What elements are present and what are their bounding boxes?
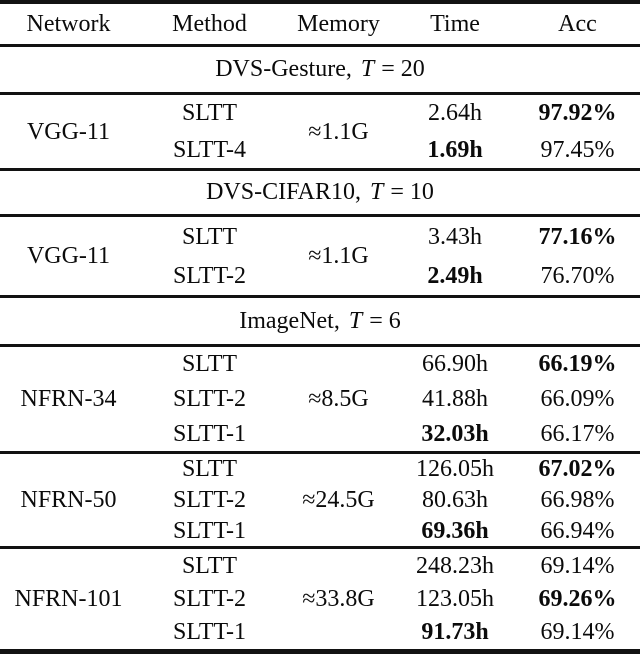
- acc-cell: 67.02%: [538, 456, 617, 483]
- time-cell: 126.05h: [416, 456, 494, 483]
- acc-cell: 66.98%: [540, 486, 615, 513]
- memory-cell: ≈1.1G: [308, 118, 369, 145]
- section-dataset-label: DVS-CIFAR10,: [206, 179, 361, 205]
- network-cell: NFRN-50: [20, 486, 117, 513]
- section-header-dvs-gesture: [0, 47, 640, 92]
- method-cell: SLTT: [181, 552, 238, 579]
- time-cell: 66.90h: [422, 351, 488, 378]
- acc-cell: 69.14%: [540, 552, 615, 579]
- network-cell: NFRN-34: [20, 386, 117, 412]
- network-cell: NFRN-101: [14, 585, 123, 612]
- acc-cell: 66.19%: [538, 351, 617, 378]
- time-cell: 2.49h: [427, 262, 483, 289]
- acc-cell: 97.45%: [540, 136, 615, 163]
- section-t-symbol: T: [348, 307, 363, 334]
- header-row: [0, 4, 640, 44]
- time-cell: 41.88h: [422, 385, 488, 412]
- column-header-memory: Memory: [297, 11, 380, 37]
- method-cell: SLTT: [181, 351, 238, 378]
- table-block-nfrn101: [0, 549, 640, 649]
- network-cell: VGG-11: [26, 243, 111, 269]
- time-cell: 69.36h: [421, 517, 489, 544]
- time-cell: 3.43h: [428, 223, 482, 250]
- method-cell: SLTT-1: [173, 619, 246, 646]
- acc-cell: 66.94%: [540, 517, 615, 544]
- section-dataset-label: DVS-Gesture,: [215, 56, 352, 82]
- time-cell: 80.63h: [422, 486, 488, 513]
- section-dataset-label: ImageNet,: [239, 307, 340, 334]
- method-cell: SLTT: [181, 456, 238, 483]
- method-cell: SLTT-2: [173, 486, 246, 513]
- section-t-value: = 6: [369, 307, 401, 334]
- method-cell: SLTT-2: [173, 585, 246, 612]
- time-cell: 2.64h: [428, 100, 482, 127]
- time-cell: 1.69h: [427, 136, 483, 163]
- memory-cell: ≈33.8G: [302, 585, 375, 612]
- section-header-imagenet: [0, 298, 640, 344]
- network-cell: VGG-11: [26, 118, 111, 145]
- column-header-acc: Acc: [558, 11, 597, 37]
- time-cell: 32.03h: [421, 420, 489, 447]
- method-cell: SLTT: [181, 100, 238, 127]
- column-header-time: Time: [430, 11, 480, 37]
- column-header-method: Method: [172, 11, 247, 37]
- method-cell: SLTT-1: [173, 517, 246, 544]
- memory-cell: ≈1.1G: [308, 243, 369, 269]
- memory-cell: ≈8.5G: [308, 386, 369, 412]
- section-t-value: = 20: [381, 56, 425, 82]
- acc-cell: 97.92%: [538, 100, 617, 127]
- time-cell: 91.73h: [421, 619, 489, 646]
- table-block-nfrn50: [0, 454, 640, 546]
- acc-cell: 76.70%: [540, 262, 615, 289]
- method-cell: SLTT-1: [173, 420, 246, 447]
- time-cell: 123.05h: [416, 585, 494, 612]
- acc-cell: 66.09%: [540, 385, 615, 412]
- acc-cell: 69.26%: [538, 585, 617, 612]
- acc-cell: 66.17%: [540, 420, 615, 447]
- method-cell: SLTT-4: [173, 136, 246, 163]
- time-cell: 248.23h: [416, 552, 494, 579]
- section-t-symbol: T: [370, 179, 384, 205]
- acc-cell: 69.14%: [540, 619, 615, 646]
- section-t-value: = 10: [390, 179, 434, 205]
- bottom-rule: [0, 649, 640, 654]
- method-cell: SLTT: [181, 223, 238, 250]
- memory-cell: ≈24.5G: [302, 486, 375, 513]
- section-t-symbol: T: [360, 56, 375, 82]
- section-header-dvs-cifar10: [0, 171, 640, 214]
- method-cell: SLTT-2: [173, 262, 246, 289]
- method-cell: SLTT-2: [173, 385, 246, 412]
- acc-cell: 77.16%: [538, 223, 617, 250]
- column-header-network: Network: [26, 11, 111, 37]
- table-block-vgg11-gesture: [0, 95, 640, 168]
- table-block-nfrn34: [0, 347, 640, 451]
- table-block-vgg11-cifar10: [0, 217, 640, 295]
